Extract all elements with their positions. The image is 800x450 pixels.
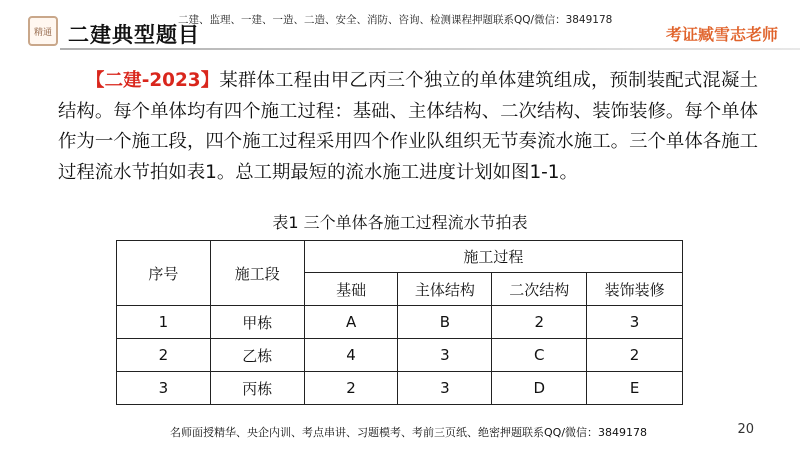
header-process: 基础	[304, 273, 398, 306]
exam-tag: 【二建-2023】	[86, 70, 220, 91]
header-process-group: 施工过程	[304, 241, 682, 273]
cell-section: 丙栋	[210, 372, 304, 405]
question-paragraph	[58, 66, 758, 188]
cell-value: 4	[304, 339, 398, 372]
cell-value: B	[398, 306, 492, 339]
header	[0, 0, 800, 52]
cell-section: 甲栋	[210, 306, 304, 339]
cell-value: 2	[492, 306, 587, 339]
header-process: 主体结构	[398, 273, 492, 306]
rhythm-table	[116, 240, 683, 405]
table-row	[117, 372, 683, 405]
page-title: 二建典型题目	[68, 23, 200, 47]
header-section: 施工段	[210, 241, 304, 306]
cell-section: 乙栋	[210, 339, 304, 372]
cell-value: 3	[587, 306, 683, 339]
cell-value: C	[492, 339, 587, 372]
table-row	[117, 306, 683, 339]
header-process: 二次结构	[492, 273, 587, 306]
question-text: 某群体工程由甲乙丙三个独立的单体建筑组成，预制装配式混凝土结构。每个单体均有四个施工过程：基础、主体结构、二次结构、装饰装修。每个单体作为一个施工段，四个施工过程采用四个作业队组织无节奏流水施工。三个单体各施工过程流水节拍如表1。总工期最短的流水施工进度计划如图1-1。	[58, 70, 758, 183]
logo: 精通	[28, 16, 58, 46]
cell-value: A	[304, 306, 398, 339]
header-no: 序号	[117, 241, 211, 306]
cell-value: 3	[398, 372, 492, 405]
cell-value: 2	[304, 372, 398, 405]
cell-value: E	[587, 372, 683, 405]
cell-no: 1	[117, 306, 211, 339]
footer-contact-note: 名师面授精华、央企内训、考点串讲、习题模考、考前三页纸、绝密押题联系QQ/微信：3849178	[170, 426, 648, 439]
cell-no: 3	[117, 372, 211, 405]
page-number: 20	[737, 422, 754, 437]
table-caption: 表1 三个单体各施工过程流水节拍表	[272, 213, 528, 232]
header-contact-note: 二建、监理、一建、一造、二造、安全、消防、咨询、检测课程押题联系QQ/微信：3849178	[178, 14, 613, 26]
cell-value: 3	[398, 339, 492, 372]
cell-value: D	[492, 372, 587, 405]
cell-no: 2	[117, 339, 211, 372]
cell-value: 2	[587, 339, 683, 372]
header-process: 装饰装修	[587, 273, 683, 306]
table-row	[117, 339, 683, 372]
teacher-brand: 考证臧雪志老师	[665, 25, 778, 44]
header-divider	[60, 48, 800, 50]
